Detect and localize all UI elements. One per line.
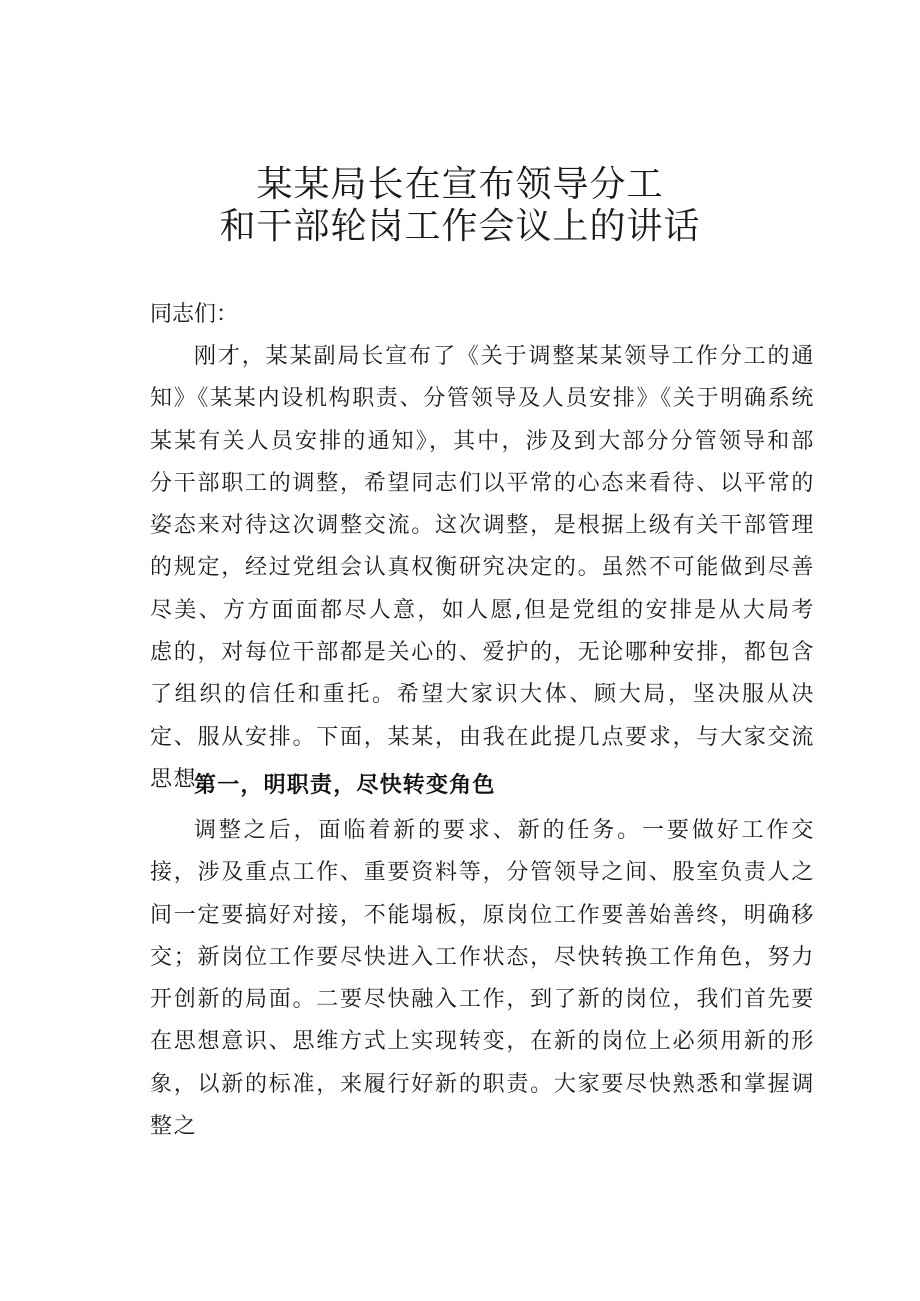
greeting: 同志们： [150,302,239,327]
document-title-line1: 某某局长在宣布领导分工 [256,164,664,205]
paragraph-2: 调整之后，面临着新的要求、新的任务。一要做好工作交接，涉及重点工作、重要资料等，分管领导之间、股室负责人之间一定要搞好对接，不能塌板，原岗位工作要善始善终，明确移交；新岗位工作要尽快进入工作状态，尽快转换工作角色，努力开创新的局面。二要尽快融入工作，到了新的岗位，我们首先要在思想意识、思维方式上实现转变，在新的岗位上必须用新的形象，以新的标准，来履行好新的职责。大家要尽快熟悉和掌握调整之 [150,818,815,1140]
section-heading-1: 第一，明职责，尽快转变角色 [194,773,496,798]
paragraph-1: 刚才，某某副局长宣布了《关于调整某某领导工作分工的通知》《某某内设机构职责、分管领导及人员安排》《关于明确系统某某有关人员安排的通知》，其中，涉及到大部分分管领导和部分干部职工的调整，希望同志们以平常的心态来看待、以平常的姿态来对待这次调整交流。这次调整，是根据上级有关干部管理的规定，经过党组会认真权衡研究决定的。虽然不可能做到尽善尽美、方方面面都尽人意，如人愿,但是党组的安排是从大局考虑的，对每位干部都是关心的、爱护的，无论哪种安排，都包含了组织的信任和重托。希望大家识大体、顾大局，坚决服从决定、服从安排。下面，某某，由我在此提几点要求，与大家交流思想。 [150,344,815,792]
document-title-line2: 和干部轮岗工作会议上的讲话 [219,206,701,247]
